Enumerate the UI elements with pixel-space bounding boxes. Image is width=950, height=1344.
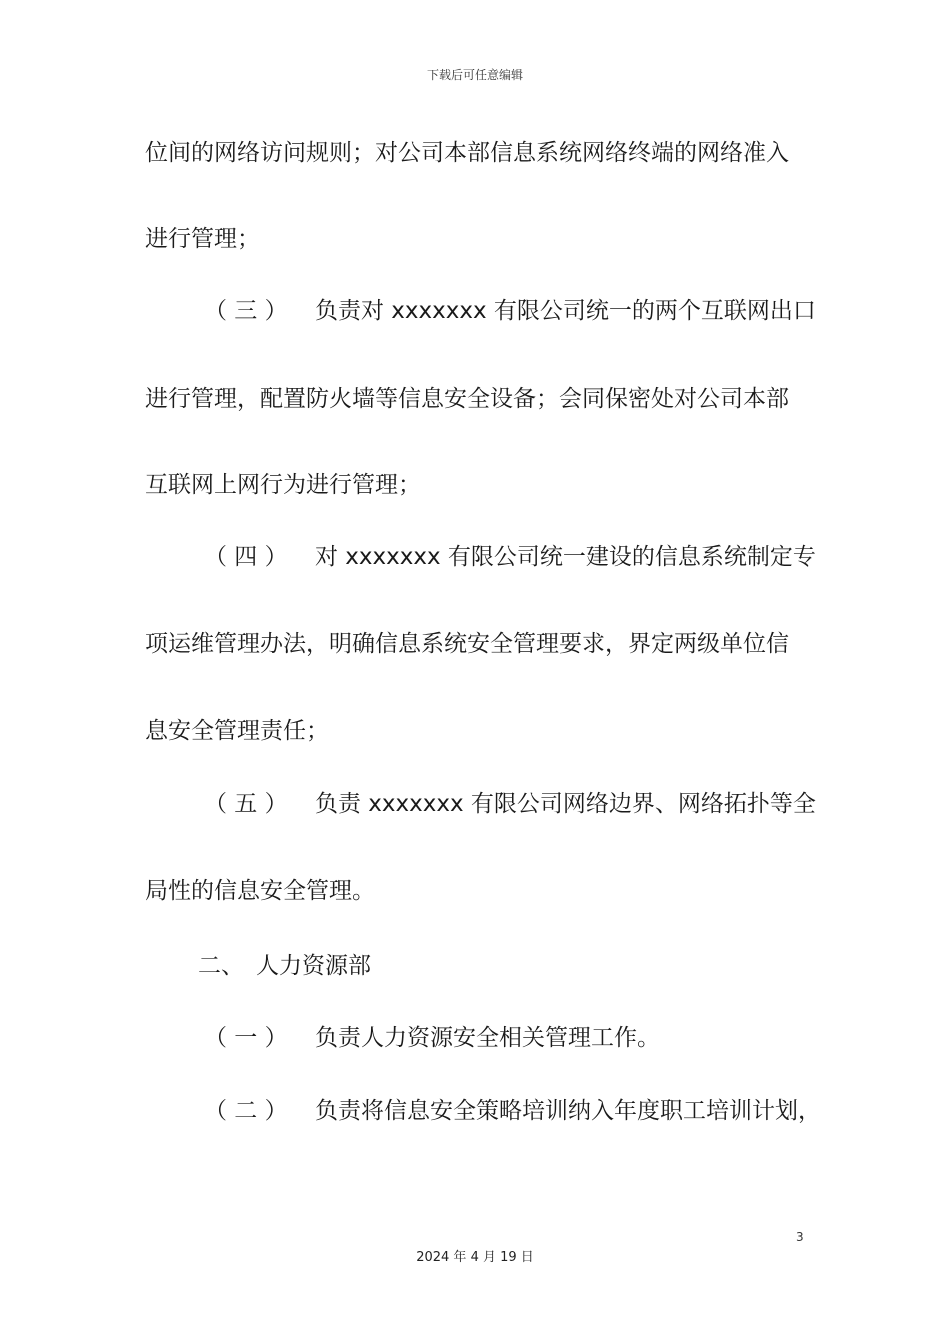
paragraph-line: 进行管理，配置防火墙等信息安全设备；会同保密处对公司本部 [145, 386, 789, 412]
section-heading-title: 人力资源部 [256, 953, 371, 979]
list-item-text: 负责对 xxxxxxx 有限公司统一的两个互联网出口 [315, 298, 816, 324]
list-item [204, 1096, 821, 1126]
list-item-text: 负责 xxxxxxx 有限公司网络边界、网络拓扑等全 [315, 791, 816, 817]
list-item-marker: （ 三 ） [204, 298, 288, 324]
list-item-marker: （ 五 ） [204, 791, 288, 817]
paragraph-line: 息安全管理责任； [145, 718, 329, 744]
list-item-text: 负责人力资源安全相关管理工作。 [315, 1025, 660, 1051]
list-item [204, 296, 816, 326]
list-item-marker: （ 二 ） [204, 1098, 288, 1124]
list-item-marker: （ 四 ） [204, 544, 288, 570]
paragraph-line: 项运维管理办法，明确信息系统安全管理要求，界定两级单位信 [145, 631, 789, 657]
section-heading [198, 951, 371, 981]
footer-date: 2024 年 4 月 19 日 [416, 1250, 534, 1265]
paragraph-line: 进行管理； [145, 226, 260, 252]
paragraph-line: 互联网上网行为进行管理； [145, 472, 421, 498]
list-item-marker: （ 一 ） [204, 1025, 288, 1051]
list-item [204, 789, 816, 819]
header-note: 下载后可任意编辑 [426, 68, 523, 82]
list-item [204, 542, 816, 572]
list-item-text: 对 xxxxxxx 有限公司统一建设的信息系统制定专 [315, 544, 816, 570]
list-item [204, 1023, 660, 1053]
paragraph-line: 局性的信息安全管理。 [145, 878, 375, 904]
list-item-text: 负责将信息安全策略培训纳入年度职工培训计划， [315, 1098, 821, 1124]
paragraph-line: 位间的网络访问规则；对公司本部信息系统网络终端的网络准入 [145, 140, 789, 166]
section-heading-marker: 二、 [198, 953, 244, 979]
page-number: 3 [796, 1230, 804, 1244]
